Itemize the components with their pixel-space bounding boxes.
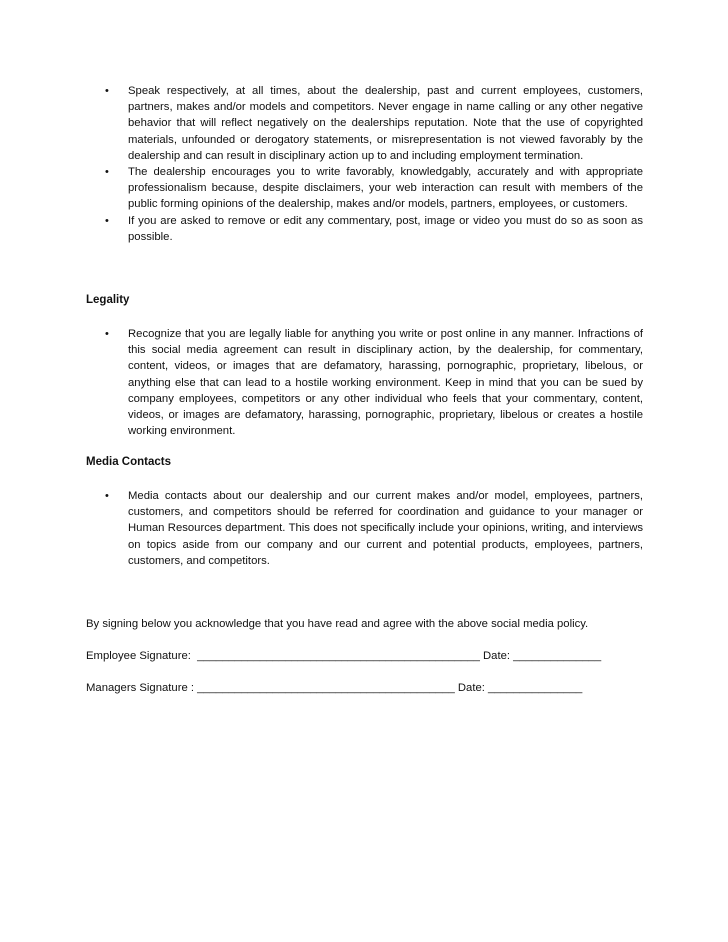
legality-heading: Legality: [86, 294, 130, 306]
bullet-icon: •: [105, 85, 109, 97]
list-item: [0, 83, 643, 164]
media-contacts-bullet-list: [0, 488, 643, 569]
acknowledgement-text: By signing below you acknowledge that you have read and agree with the above social media policy.: [86, 618, 589, 630]
bullet-icon: •: [105, 490, 109, 502]
media-contacts-heading: Media Contacts: [86, 456, 171, 468]
conduct-bullet-list: [0, 83, 643, 245]
bullet-text: If you are asked to remove or edit any commentary, post, image or video you must do so as soon as possible.: [128, 214, 643, 243]
list-item: [0, 326, 643, 439]
legality-bullet-list: [0, 326, 643, 439]
bullet-icon: •: [105, 166, 109, 179]
list-item: [0, 164, 643, 213]
bullet-text: Speak respectively, at all times, about the dealership, past and current employees, customers, partners, makes and/or models and competitors. Never engage in name calling or any other negative behavior that will reflect negatively on the dealerships reputation. Note that the use of copyrighted materials, unfounded or derogatory statements, or misrepresentation is not viewed favorably by the dealership and can result in disciplinary action up to and including employment termination.: [128, 85, 643, 162]
bullet-icon: •: [105, 328, 109, 340]
bullet-text: The dealership encourages you to write favorably, knowledgably, accurately and with appropriate professionalism because, despite disclaimers, your web interaction can result with members of the public forming opinions of the dealership, makes and/or models, partners, employees, or customers.: [128, 166, 643, 211]
employee-signature-line: Employee Signature: _____________________________________________ Date: ______________: [86, 650, 602, 662]
manager-signature-line: Managers Signature : _________________________________________ Date: _______________: [86, 682, 583, 694]
bullet-icon: •: [105, 214, 109, 227]
list-item: [0, 213, 643, 245]
bullet-text: Recognize that you are legally liable for anything you write or post online in any manner. Infractions of this social media agreement can result in disciplinary action, by the dealership, for commentary, content, videos, or images that are defamatory, harassing, pornographic, proprietary, libelous, or anything else that can lead to a hostile working environment. Keep in mind that you can be sued by company employees, competitors or any other individual who feels that your commentary, content, videos, or images are defamatory, harassing, pornographic, proprietary, libelous or creates a hostile working environment.: [128, 328, 643, 438]
list-item: [0, 488, 643, 569]
bullet-text: Media contacts about our dealership and our current makes and/or model, employees, partners, customers, and competitors should be referred for coordination and guidance to your manager or Human Resources department. This does not specifically include your opinions, writing, and interviews on topics aside from our company and our current and potential products, employees, partners, customers, and competitors.: [128, 490, 643, 567]
